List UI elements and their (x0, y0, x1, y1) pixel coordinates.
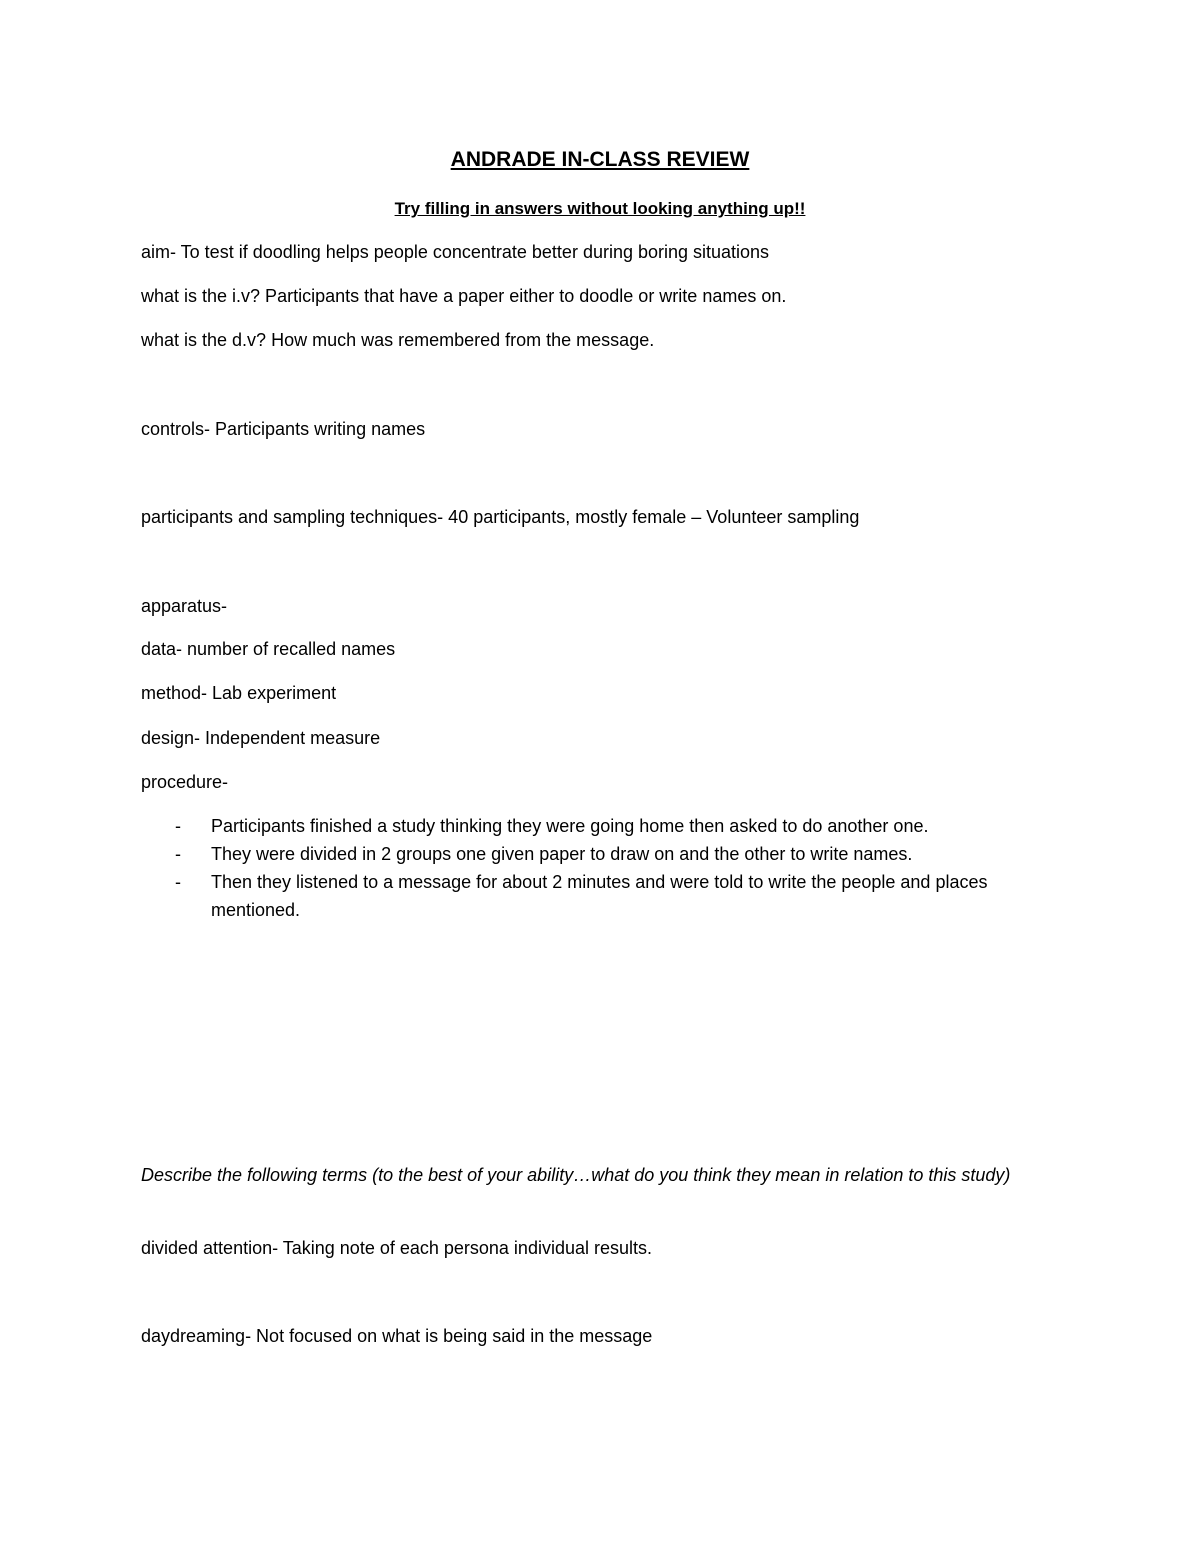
describe-prompt: Describe the following terms (to the best of your ability…what do you think they mean in relation to this study) (141, 1165, 1011, 1185)
data-line: data- number of recalled names (141, 639, 396, 659)
daydreaming-line: daydreaming- Not focused on what is being said in the message (141, 1326, 653, 1346)
apparatus-line: apparatus- (141, 596, 228, 616)
procedure-label: procedure- (141, 772, 229, 792)
bullet-dash: - (175, 844, 181, 864)
page-title: ANDRADE IN-CLASS REVIEW (450, 148, 750, 171)
controls-line: controls- Participants writing names (141, 419, 426, 439)
procedure-item-text: They were divided in 2 groups one given paper to draw on and the other to write names. (211, 844, 913, 864)
dv-line: what is the d.v? How much was remembered from the message. (141, 330, 655, 350)
procedure-item-text: Then they listened to a message for about 2 minutes and were told to write the people and places mentioned. (211, 872, 988, 920)
iv-line: what is the i.v? Participants that have a paper either to doodle or write names on. (141, 286, 787, 306)
procedure-item-text: Participants finished a study thinking they were going home then asked to do another one. (211, 816, 929, 836)
page-subtitle: Try filling in answers without looking anything up!! (394, 199, 806, 218)
divided-attention-line: divided attention- Taking note of each persona individual results. (141, 1238, 652, 1258)
aim-line: aim- To test if doodling helps people concentrate better during boring situations (141, 242, 770, 262)
bullet-dash: - (175, 816, 181, 836)
participants-line: participants and sampling techniques- 40 participants, mostly female – Volunteer sampling (141, 507, 860, 527)
bullet-dash: - (175, 872, 181, 892)
method-line: method- Lab experiment (141, 683, 337, 703)
design-line: design- Independent measure (141, 728, 381, 748)
